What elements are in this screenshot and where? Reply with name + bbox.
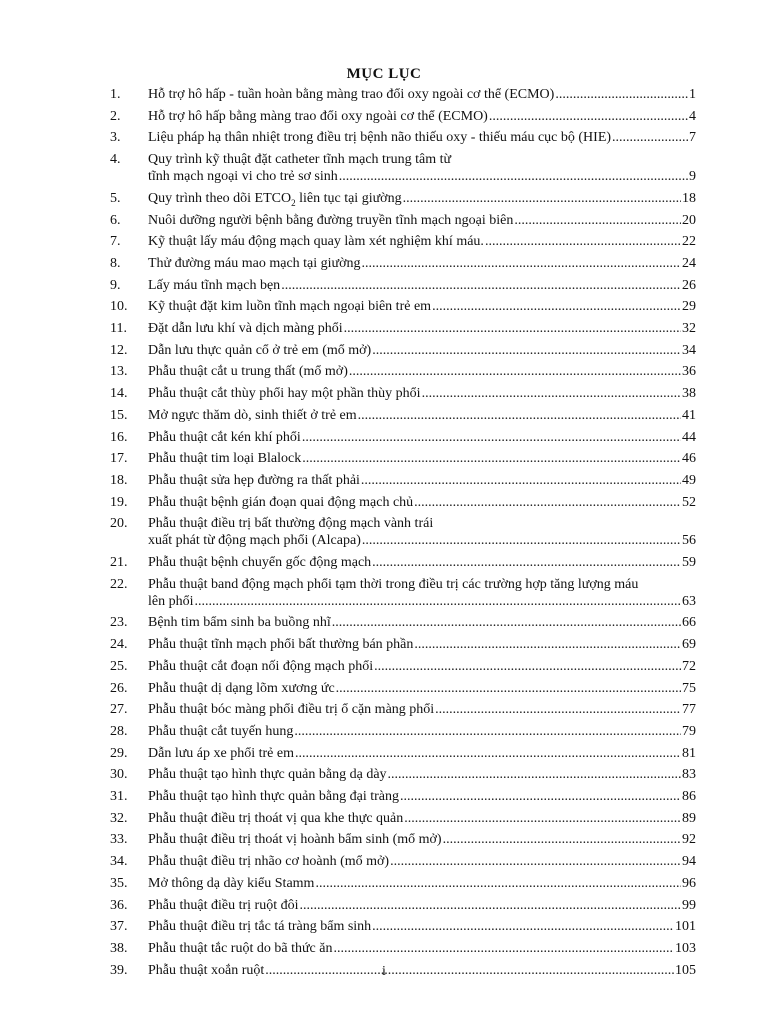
entry-page-number: 36 <box>682 364 696 380</box>
dot-leader <box>403 190 681 207</box>
entry-line <box>148 108 696 125</box>
entry-number: 26. <box>110 680 128 696</box>
entry-title: Phẫu thuật bệnh chuyển gốc động mạch <box>148 555 372 570</box>
entry-line <box>148 875 696 892</box>
entry-line <box>148 940 696 957</box>
entry-line <box>148 658 696 675</box>
dot-leader <box>372 554 681 571</box>
dot-leader <box>302 450 681 467</box>
entry-page-number: 34 <box>682 342 696 358</box>
dot-leader <box>294 723 681 740</box>
entry-title: Liệu pháp hạ thân nhiệt trong điều trị bệnh não thiếu oxy - thiếu máu cục bộ (HIE) <box>148 130 612 146</box>
entry-page-number: 20 <box>682 212 696 228</box>
entry-title: Phẫu thuật xoắn ruột <box>148 962 265 978</box>
entry-number: 1. <box>110 87 121 102</box>
entry-title: Phẫu thuật điều trị thoát vị hoành bẩm sinh (mổ mở) <box>148 832 442 848</box>
entry-number: 33. <box>110 832 128 848</box>
entry-number: 23. <box>110 615 128 631</box>
entry-page-number: 63 <box>682 593 696 609</box>
dot-leader <box>339 168 688 185</box>
entry-page-number: 41 <box>682 407 696 423</box>
dot-leader <box>489 108 688 125</box>
dot-leader <box>374 658 681 675</box>
entry-title: Phẫu thuật bóc màng phổi điều trị ổ cặn màng phổi <box>148 702 435 718</box>
entry-line <box>148 554 696 571</box>
dot-leader <box>299 897 681 914</box>
entry-line <box>148 831 696 848</box>
entry-number: 37. <box>110 919 128 935</box>
entry-title: Phẫu thuật điều trị nhão cơ hoành (mổ mở) <box>148 854 390 870</box>
entry-page-number: 81 <box>682 745 696 761</box>
entry-page-number: 69 <box>682 637 696 653</box>
entry-title: lên phổi <box>148 593 194 609</box>
entry-number: 10. <box>110 299 128 315</box>
page-number: i <box>382 964 386 979</box>
entry-line <box>148 723 696 740</box>
dot-leader <box>404 810 681 827</box>
entry-title: Thử đường máu mao mạch tại giường <box>148 255 361 271</box>
entry-number: 3. <box>110 130 121 146</box>
entry-number: 31. <box>110 789 128 804</box>
entry-page-number: 86 <box>682 789 696 804</box>
entry-page-number: 101 <box>675 919 696 935</box>
entry-page-number: 92 <box>682 832 696 848</box>
entry-title: Kỹ thuật đặt kim luồn tĩnh mạch ngoại biên trẻ em <box>148 299 432 315</box>
dot-leader <box>432 298 681 315</box>
entry-number: 34. <box>110 854 128 870</box>
dot-leader <box>414 494 681 511</box>
entry-title: xuất phát từ động mạch phổi (Alcapa) <box>148 533 361 549</box>
entry-title: Phẫu thuật cắt kén khí phổi <box>148 429 301 445</box>
dot-leader <box>485 233 681 250</box>
entry-page-number: 79 <box>682 723 696 739</box>
entry-page-number: 75 <box>682 680 696 696</box>
entry-number: 32. <box>110 810 128 826</box>
entry-title: Phẫu thuật sửa hẹp đường ra thất phải <box>148 472 360 488</box>
entry-title: Phẫu thuật dị dạng lõm xương ức <box>148 680 335 696</box>
entry-line <box>148 168 696 185</box>
entry-title: Phẫu thuật điều trị tắc tá tràng bẩm sinh <box>148 919 372 935</box>
entry-title: Phẫu thuật điều trị thoát vị qua khe thực quản <box>148 810 404 826</box>
entry-number: 25. <box>110 658 128 674</box>
entry-title: Phẫu thuật tĩnh mạch phổi bất thường bán phần <box>148 637 414 653</box>
entry-number: 24. <box>110 637 128 653</box>
entry-title: Phẫu thuật cắt u trung thất (mổ mở) <box>148 364 348 380</box>
entry-title: Lấy máu tĩnh mạch bẹn <box>148 277 281 293</box>
entry-page-number: 26 <box>682 277 696 293</box>
dot-leader <box>514 212 681 229</box>
entry-page-number: 22 <box>682 234 696 250</box>
dot-leader <box>372 918 674 935</box>
entry-page-number: 4 <box>689 108 696 124</box>
entry-line <box>148 129 696 146</box>
entry-title: Phẫu thuật tạo hình thực quản bằng dạ dày <box>148 767 387 783</box>
dot-leader <box>443 831 681 848</box>
entry-line <box>148 614 696 631</box>
entry-page-number: 49 <box>682 472 696 488</box>
entry-title: Mở thông dạ dày kiểu Stamm <box>148 875 315 891</box>
entry-number: 14. <box>110 386 128 402</box>
entry-page-number: 44 <box>682 429 696 445</box>
entry-page-number: 52 <box>682 494 696 510</box>
entry-title: Phẫu thuật cắt đoạn nối động mạch phổi <box>148 658 374 674</box>
entry-title: Phẫu thuật cắt tuyến hung <box>148 723 294 739</box>
dot-leader <box>332 614 681 631</box>
entry-title: Dẫn lưu áp xe phổi trẻ em <box>148 745 294 761</box>
entry-line <box>148 277 696 294</box>
entry-number: 9. <box>110 277 121 293</box>
entry-title: Hỗ trợ hô hấp - tuần hoàn bằng màng trao đổi oxy ngoài cơ thể (ECMO) <box>148 87 555 102</box>
entry-number: 11. <box>110 321 127 336</box>
entry-line <box>148 407 696 424</box>
entry-title: Phẫu thuật bệnh gián đoạn quai động mạch chủ <box>148 494 414 510</box>
entry-title: Nuôi dưỡng người bệnh bằng đường truyền tĩnh mạch ngoại biên <box>148 212 514 228</box>
entry-title-line: Phẫu thuật điều trị bất thường động mạch vành trái <box>148 516 434 532</box>
entry-line <box>148 86 696 103</box>
dot-leader <box>362 532 681 549</box>
dot-leader <box>281 277 681 294</box>
entry-page-number: 38 <box>682 386 696 402</box>
dot-leader <box>388 766 681 783</box>
entry-title: Hỗ trợ hô hấp bằng màng trao đổi oxy ngoài cơ thể (ECMO) <box>148 108 488 124</box>
dot-leader <box>422 385 681 402</box>
entry-page-number: 7 <box>689 130 696 146</box>
entry-line <box>148 745 696 762</box>
entry-number: 36. <box>110 897 128 913</box>
entry-title: Phẫu thuật điều trị ruột đôi <box>148 897 299 913</box>
entry-line <box>148 472 696 489</box>
dot-leader <box>555 86 688 103</box>
entry-title: Mở ngực thăm dò, sinh thiết ở trẻ em <box>148 407 357 423</box>
dot-leader <box>336 680 681 697</box>
entry-page-number: 103 <box>675 940 696 956</box>
dot-leader <box>435 701 681 718</box>
dot-leader <box>344 320 681 337</box>
entry-line <box>148 233 696 250</box>
entry-page-number: 105 <box>675 962 696 978</box>
entry-number: 4. <box>110 152 121 168</box>
entry-number: 22. <box>110 576 128 592</box>
dot-leader <box>361 472 681 489</box>
dot-leader <box>414 636 681 653</box>
entry-page-number: 29 <box>682 299 696 315</box>
dot-leader <box>333 940 674 957</box>
entry-line <box>148 897 696 914</box>
entry-number: 39. <box>110 962 128 978</box>
entry-number: 29. <box>110 745 128 761</box>
entry-line <box>148 680 696 697</box>
entry-number: 18. <box>110 472 128 488</box>
entry-number: 17. <box>110 451 128 467</box>
entry-line <box>148 494 696 511</box>
entry-title-line: Phẫu thuật band động mạch phổi tạm thời trong điều trị các trường hợp tăng lượng máu <box>148 576 639 592</box>
entry-page-number: 56 <box>682 533 696 549</box>
entry-line <box>148 363 696 380</box>
entry-line <box>148 320 696 337</box>
entry-title: tĩnh mạch ngoại vi cho trẻ sơ sinh <box>148 169 338 185</box>
entry-number: 8. <box>110 255 121 271</box>
entry-number: 19. <box>110 494 128 510</box>
entry-title: Kỹ thuật lấy máu động mạch quay làm xét nghiệm khí máu. <box>148 234 484 250</box>
entry-number: 21. <box>110 555 128 570</box>
entry-title: Phẫu thuật tạo hình thực quản bằng đại tràng <box>148 789 399 804</box>
dot-leader <box>302 429 681 446</box>
entry-number: 20. <box>110 516 128 532</box>
entry-line <box>148 701 696 718</box>
entry-number: 2. <box>110 108 121 124</box>
entry-line <box>148 342 696 359</box>
entry-line <box>148 853 696 870</box>
entry-page-number: 94 <box>682 854 696 870</box>
entry-page-number: 59 <box>682 555 696 570</box>
entry-number: 6. <box>110 212 121 228</box>
entry-number: 38. <box>110 940 128 956</box>
dot-leader <box>315 875 681 892</box>
entry-line <box>148 429 696 446</box>
entry-line <box>148 636 696 653</box>
entry-page-number: 1 <box>689 87 696 102</box>
entry-number: 27. <box>110 702 128 718</box>
dot-leader <box>358 407 681 424</box>
entry-title: Đặt dẫn lưu khí và dịch màng phổi <box>148 321 343 336</box>
entry-title: Phẫu thuật tắc ruột do bã thức ăn <box>148 940 333 956</box>
entry-number: 7. <box>110 234 121 250</box>
entry-line <box>148 298 696 315</box>
entry-line <box>148 810 696 827</box>
entry-number: 16. <box>110 429 128 445</box>
entry-page-number: 24 <box>682 255 696 271</box>
entry-line <box>148 532 696 549</box>
dot-leader <box>195 593 682 610</box>
entry-line <box>148 788 696 805</box>
entry-line <box>148 918 696 935</box>
dot-leader <box>612 129 688 146</box>
entry-number: 12. <box>110 342 128 358</box>
dot-leader <box>372 342 681 359</box>
entry-page-number: 72 <box>682 658 696 674</box>
entry-title-line: Quy trình kỹ thuật đặt catheter tĩnh mạch trung tâm từ <box>148 152 452 168</box>
entry-line <box>148 255 696 272</box>
entry-number: 15. <box>110 407 128 423</box>
page-title: MỤC LỤC <box>346 66 422 82</box>
entry-line <box>148 450 696 467</box>
entry-number: 28. <box>110 723 128 739</box>
entry-title: Phẫu thuật cắt thùy phổi hay một phần thùy phổi <box>148 386 421 402</box>
entry-page-number: 77 <box>682 702 696 718</box>
entry-page-number: 9 <box>689 169 696 185</box>
dot-leader <box>295 745 681 762</box>
dot-leader <box>390 853 681 870</box>
dot-leader <box>349 363 681 380</box>
entry-page-number: 32 <box>682 321 696 336</box>
entry-line <box>148 190 696 212</box>
dot-leader <box>362 255 681 272</box>
entry-title: Bệnh tim bẩm sinh ba buồng nhĩ <box>148 615 331 631</box>
entry-page-number: 83 <box>682 767 696 783</box>
entry-number: 35. <box>110 875 128 891</box>
entry-page-number: 66 <box>682 615 696 631</box>
entry-number: 30. <box>110 767 128 783</box>
entry-line <box>148 385 696 402</box>
entry-page-number: 96 <box>682 875 696 891</box>
entry-number: 13. <box>110 364 128 380</box>
entry-page-number: 99 <box>682 897 696 913</box>
entry-number: 5. <box>110 190 121 206</box>
entry-page-number: 89 <box>682 810 696 826</box>
entry-page-number: 46 <box>682 451 696 467</box>
entry-line <box>148 212 696 229</box>
entry-line <box>148 766 696 783</box>
entry-title: Quy trình theo dõi $ETCO_2$ liên tục tại giường <box>148 190 402 208</box>
entry-page-number: 18 <box>682 190 696 206</box>
dot-leader <box>400 788 681 805</box>
entry-title: Phẫu thuật tim loại Blalock <box>148 451 302 467</box>
entry-title: Dẫn lưu thực quản cổ ở trẻ em (mổ mở) <box>148 342 372 358</box>
entry-line <box>148 593 696 610</box>
